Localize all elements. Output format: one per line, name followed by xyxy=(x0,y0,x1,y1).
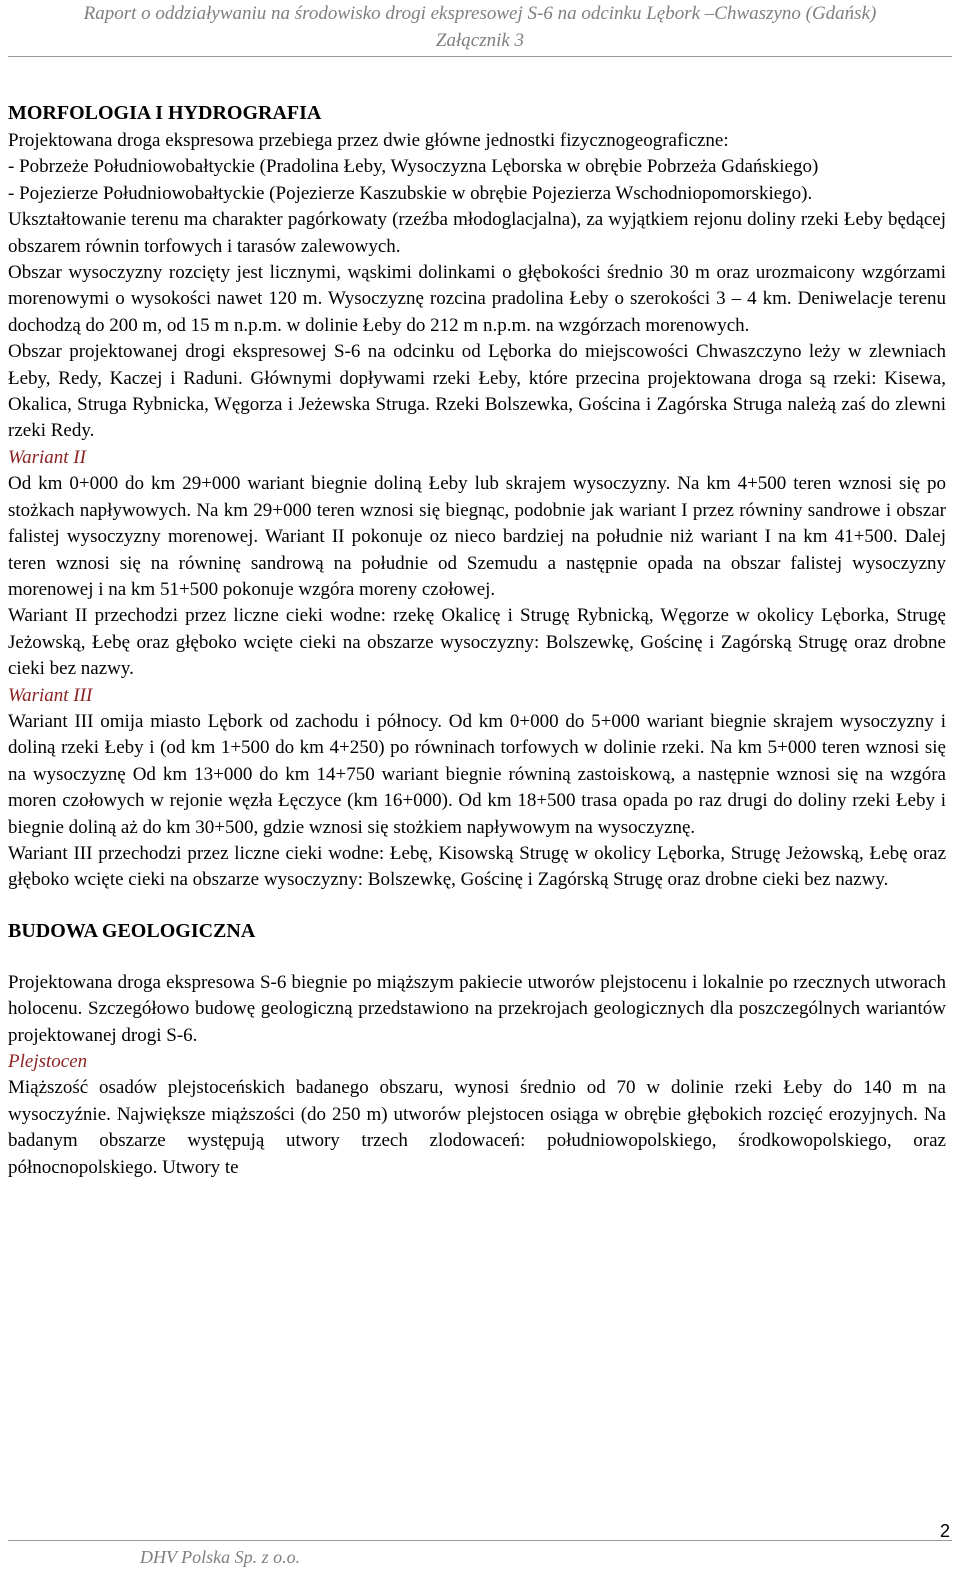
paragraph: Wariant III przechodzi przez liczne cieki wodne: Łebę, Kisowską Strugę w okolicy Lęborka, Strugę Jeżowską, Łebę oraz głęboko wcięte cieki na obszarze wysoczyzny: Bolszewkę, Gościnę i Zagórską Strugę oraz drobne cieki bez nazwy. xyxy=(8,842,946,891)
subheading-wariant-iii: Wariant III xyxy=(8,684,93,706)
paragraph: Wariant II przechodzi przez liczne cieki wodne: rzekę Okalicę i Strugę Rybnicką, Węgorze w okolicy Lęborka, Strugę Jeżowską, Łebę oraz głęboko wcięte cieki na obszarze wysoczyzny: Bolszewkę, Gościnę i Zagórską Strugę oraz drobne cieki bez nazwy. xyxy=(8,605,946,680)
paragraph: Miąższość osadów plejstoceńskich badanego obszaru, wynosi średnio od 70 w dolinie rzeki Łeby do 140 m na wysoczyźnie. Największe miąższości (do 250 m) utworów plejstocen osiąga w obrębie głębokich rozcięć erozyjnych. Na badanym obszarze występują utwory trzech zlodowaceń: południowopolskiego, środkowopolskiego, oraz północnopolskiego. Utwory te xyxy=(8,1077,946,1178)
paragraph: Projektowana droga ekspresowa S-6 biegnie po miąższym pakiecie utworów plejstocenu i lokalnie po rzecznych utworach holocenu. Szczegółowo budowę geologiczną przedstawiono na przekrojach geologicznych dla poszczególnych wariantów projektowanej drogi S-6. xyxy=(8,971,946,1046)
paragraph: Obszar wysoczyzny rozcięty jest licznymi, wąskimi dolinkami o głębokości średnio 30 m oraz urozmaicony wzgórzami morenowymi o wysokości nawet 120 m. Wysoczyznę rozcina pradolina Łeby o szerokości 3 – 4 km. Deniwelacje terenu dochodzą do 200 m, od 15 m n.p.m. w dolinie Łeby do 212 m n.p.m. na wzgórzach morenowych. xyxy=(8,262,946,336)
page-number: 2 xyxy=(939,1521,950,1541)
section-heading-budowa: BUDOWA GEOLOGICZNA xyxy=(8,919,256,942)
subheading-wariant-ii: Wariant II xyxy=(8,446,86,468)
paragraph: Obszar projektowanej drogi ekspresowej S-6 na odcinku od Lęborka do miejscowości Chwaszczyno leży w zlewniach Łeby, Redy, Kaczej i Raduni. Głównymi dopływami rzeki Łeby, które przecina projektowana droga są rzeki: Kisewa, Okalica, Struga Rybnicka, Węgorza i Jeżewska Struga. Rzeki Bolszewka, Gościna i Zagórska Struga należą zaś do zlewni rzeki Redy. xyxy=(8,341,946,442)
paragraph: Wariant III omija miasto Lębork od zachodu i północy. Od km 0+000 do 5+000 wariant biegnie skrajem wysoczyzny i doliną rzeki Łeby i (od km 1+500 do km 4+250) po równinach torfowych w dolinie rzeki. Na km 5+000 teren wznosi się na wysoczyznę Od km 13+000 do km 14+750 wariant biegnie równiną zastoiskową, a następnie wznosi się na wzgóra moren czołowych w rejonie węzła Łęczyce (km 16+000). Od km 18+500 trasa opada po raz drugi do doliny rzeki Łeby i biegnie doliną aż do km 30+500, gdzie wznosi się stożkiem napływowym na wysoczyznę. xyxy=(8,710,946,838)
subheading-plejstocen: Plejstocen xyxy=(8,1051,88,1072)
paragraph: - Pojezierze Południowobałtyckie (Pojezierze Kaszubskie w obrębie Pojezierza Wschodniopomorskiego). xyxy=(8,182,813,204)
paragraph: Ukształtowanie terenu ma charakter pagórkowaty (rzeźba młodoglacjalna), za wyjątkiem rejonu doliny rzeki Łeby będącej obszarem równin torfowych i tarasów zalewowych. xyxy=(8,209,946,257)
document-body xyxy=(8,98,946,1181)
footer-divider xyxy=(8,1540,952,1541)
header-divider xyxy=(8,56,952,57)
paragraph: - Pobrzeże Południowobałtyckie (Pradolina Łeby, Wysoczyzna Lęborska w obrębie Pobrzeża Gdańskiego) xyxy=(8,156,819,178)
paragraph: Projektowana droga ekspresowa przebiega przez dwie główne jednostki fizycznogeograficzne: xyxy=(8,130,729,151)
paragraph: Od km 0+000 do km 29+000 wariant biegnie doliną Łeby lub skrajem wysoczyzny. Na km 4+500 teren wznosi się po stożkach napływowych. Na km 29+000 teren wznosi się biegnąc, podobnie jak wariant I przez równiny sandrowe i obszar falistej wysoczyzny morenowej. Wariant II pokonuje oz nieco bardziej na południe niż wariant I na km 41+500. Dalej teren wznosi się na równinę sandrową na południe od Szemudu a następnie opada na obszar falistej wysoczyzny morenowej i na km 51+500 pokonuje wzgóra moreny czołowej. xyxy=(8,473,946,600)
section-heading-morfologia: MORFOLOGIA I HYDROGRAFIA xyxy=(8,102,322,124)
footer-company: DHV Polska Sp. z o.o. xyxy=(140,1547,301,1567)
header-title: Raport o oddziaływaniu na środowisko drogi ekspresowej S-6 na odcinku Lębork –Chwaszyno (Gdańsk) xyxy=(83,3,877,24)
header-attachment: Załącznik 3 xyxy=(435,30,525,51)
